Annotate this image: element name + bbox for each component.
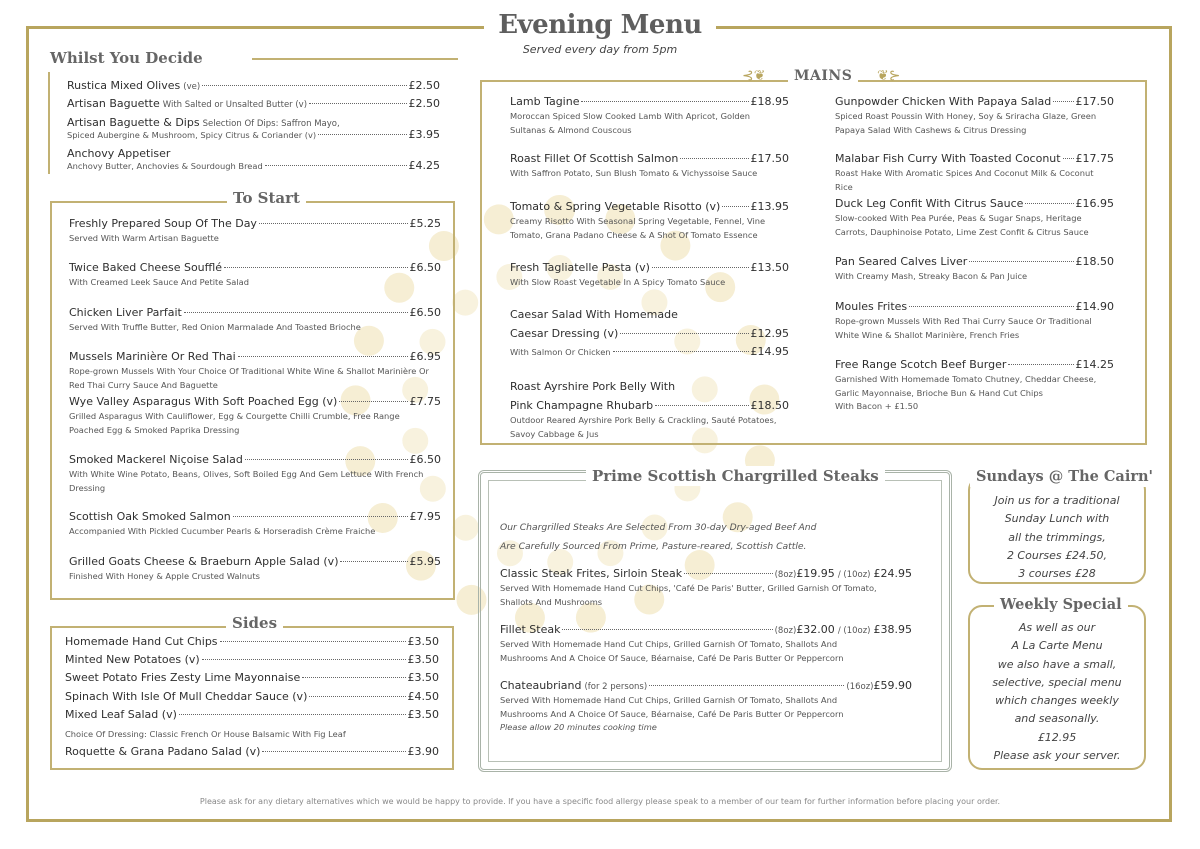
list-item: Grilled Goats Cheese & Braeburn Apple Salad (v) £5.95 Finished With Honey & Apple Crusted Walnuts — [69, 555, 441, 581]
sundays-heading: Sundays @ The Cairn' — [970, 467, 1159, 487]
list-item: Mixed Leaf Salad (v) £3.50 — [65, 708, 439, 721]
flourish-left-icon: ⊰❦ — [742, 68, 766, 84]
list-item: Smoked Mackerel Niçoise Salad £6.50 With White Wine Potato, Beans, Olives, Soft Boiled Egg And Gem Lettuce With French Dressing — [69, 453, 441, 493]
list-item: Moules Frites £14.90 Rope-grown Mussels With Red Thai Curry Sauce Or Traditional White Wine & Shallot Marinière, French Fries — [835, 300, 1114, 340]
list-item: Twice Baked Cheese Soufflé £6.50 With Creamed Leek Sauce And Petite Salad — [69, 261, 441, 287]
list-item: Spinach With Isle Of Mull Cheddar Sauce (v) £4.50 — [65, 690, 439, 703]
list-item: Mussels Marinière Or Red Thai £6.95 Rope-grown Mussels With Your Choice Of Traditional White Wine & Shallot Marinière Or Red Thai Curry Sauce And Baguette — [69, 350, 441, 390]
whilst-heading: Whilst You Decide — [44, 48, 209, 68]
weekly-text: As well as our A La Carte Menu we also have a small, selective, special menu which changes weekly and seasonally. £12.95 Please ask your server. — [992, 621, 1122, 763]
list-item: Wye Valley Asparagus With Soft Poached Egg (v) £7.75 Grilled Asparagus With Cauliflower, Egg & Courgette Chilli Crumble, Free Range Poached Egg & Smoked Paprika Dressing — [69, 395, 441, 435]
list-item: Artisan Baguette With Salted or Unsalted Butter (v) £2.50 — [67, 97, 440, 110]
menu-title-block — [484, 8, 716, 56]
list-item: Rustica Mixed Olives (ve) £2.50 — [67, 79, 440, 92]
footer-note: Please ask for any dietary alternatives which we would be happy to provide. If you have a specific food allergy please speak to a member of our team for further information before placing your order. — [199, 797, 1001, 806]
list-item: Roast Ayrshire Pork Belly With Pink Champagne Rhubarb £18.50 Outdoor Reared Ayrshire Pork Belly & Crackling, Sauté Potatoes, Savoy Cabbage & Jus — [510, 380, 789, 439]
flourish-right-icon: ❦⊱ — [877, 68, 901, 84]
list-item: Roquette & Grana Padano Salad (v) £3.90 — [65, 745, 439, 758]
list-item: Anchovy Appetiser Anchovy Butter, Anchovies & Sourdough Bread £4.25 — [67, 147, 440, 172]
list-item: Fillet Steak (8oz) £32.00 / (10oz) £38.95 Served With Homemade Hand Cut Chips, Grilled Garnish Of Tomato, Shallots And Mushrooms And A Choice Of Sauce, Béarnaise, Café De Paris Butter Or Peppercorn — [500, 623, 912, 663]
list-item: Pan Seared Calves Liver £18.50 With Creamy Mash, Streaky Bacon & Pan Juice — [835, 255, 1114, 281]
sides-heading: Sides — [226, 613, 283, 633]
list-item: Caesar Salad With Homemade Caesar Dressing (v) £12.95 With Salmon Or Chicken £14.95 — [510, 308, 789, 358]
list-item: Malabar Fish Curry With Toasted Coconut £17.75 Roast Hake With Aromatic Spices And Coconut Milk & Coconut Rice — [835, 152, 1114, 192]
list-item: Chicken Liver Parfait £6.50 Served With Truffle Butter, Red Onion Marmalade And Toasted Brioche — [69, 306, 441, 332]
list-item: Free Range Scotch Beef Burger £14.25 Garnished With Homemade Tomato Chutney, Cheddar Cheese, Garlic Mayonnaise, Brioche Bun & Hand Cut Chips With Bacon + £1.50 — [835, 358, 1114, 411]
list-item: Freshly Prepared Soup Of The Day £5.25 Served With Warm Artisan Baguette — [69, 217, 441, 243]
whilst-side-rule — [48, 72, 50, 174]
start-heading: To Start — [227, 188, 306, 208]
menu-subtitle: Served every day from 5pm — [522, 43, 678, 56]
list-item: Tomato & Spring Vegetable Risotto (v) £13.95 Creamy Risotto With Seasonal Spring Vegetable, Fennel, Vine Tomato, Grana Padano Cheese & A Shot Of Tomato Essence — [510, 200, 789, 240]
sundays-text: Join us for a traditional Sunday Lunch with all the trimmings, 2 Courses £24.50, 3 courses £28 — [994, 494, 1120, 581]
list-item: Fresh Tagliatelle Pasta (v) £13.50 With Slow Roast Vegetable In A Spicy Tomato Sauce — [510, 261, 789, 287]
whilst-rule — [252, 58, 458, 60]
list-item: Roast Fillet Of Scottish Salmon £17.50 With Saffron Potato, Sun Blush Tomato & Vichyssoise Sauce — [510, 152, 789, 178]
list-item: Minted New Potatoes (v) £3.50 — [65, 653, 439, 666]
list-item: Classic Steak Frites, Sirloin Steak (8oz) £19.95 / (10oz) £24.95 Served With Homemade Hand Cut Chips, 'Café De Paris' Butter, Grilled Garnish Of Tomato, Shallots And Mushrooms — [500, 567, 912, 607]
weekly-heading: Weekly Special — [994, 595, 1128, 615]
dressing-note: Choice Of Dressing: Classic French Or House Balsamic With Fig Leaf — [65, 729, 346, 739]
list-item: Homemade Hand Cut Chips £3.50 — [65, 635, 439, 648]
steaks-intro: Our Chargrilled Steaks Are Selected From 30-day Dry-aged Beef And Are Carefully Sourced From Prime, Pasture-reared, Scottish Cattle. — [500, 522, 817, 552]
list-item: Sweet Potato Fries Zesty Lime Mayonnaise £3.50 — [65, 671, 439, 684]
list-item: Scottish Oak Smoked Salmon £7.95 Accompanied With Pickled Cucumber Pearls & Horseradish Crème Fraiche — [69, 510, 441, 536]
list-item: Artisan Baguette & Dips Selection Of Dips: Saffron Mayo, Spiced Aubergine & Mushroom, Spicy Citrus & Coriander (v) £3.95 — [67, 116, 440, 141]
list-item: Gunpowder Chicken With Papaya Salad £17.50 Spiced Roast Poussin With Honey, Soy & Sriracha Glaze, Green Papaya Salad With Cashews & Citrus Dressing — [835, 95, 1114, 135]
list-item: Duck Leg Confit With Citrus Sauce £16.95 Slow-cooked With Pea Purée, Peas & Sugar Snaps, Heritage Carrots, Dauphinoise Potato, Lime Zest Confit & Citrus Sauce — [835, 197, 1114, 237]
list-item: Lamb Tagine £18.95 Moroccan Spiced Slow Cooked Lamb With Apricot, Golden Sultanas & Almond Couscous — [510, 95, 789, 135]
steaks-heading: Prime Scottish Chargrilled Steaks — [586, 466, 885, 486]
menu-title: Evening Menu — [498, 10, 702, 40]
mains-heading: MAINS — [788, 66, 858, 86]
list-item: Chateaubriand (for 2 persons) (16oz) £59.90 Served With Homemade Hand Cut Chips, Grilled Garnish Of Tomato, Shallots And Mushrooms And A Choice Of Sauce, Béarnaise, Café De Paris Butter Or Peppercorn Please allow 20 minutes cooking time — [500, 679, 912, 732]
